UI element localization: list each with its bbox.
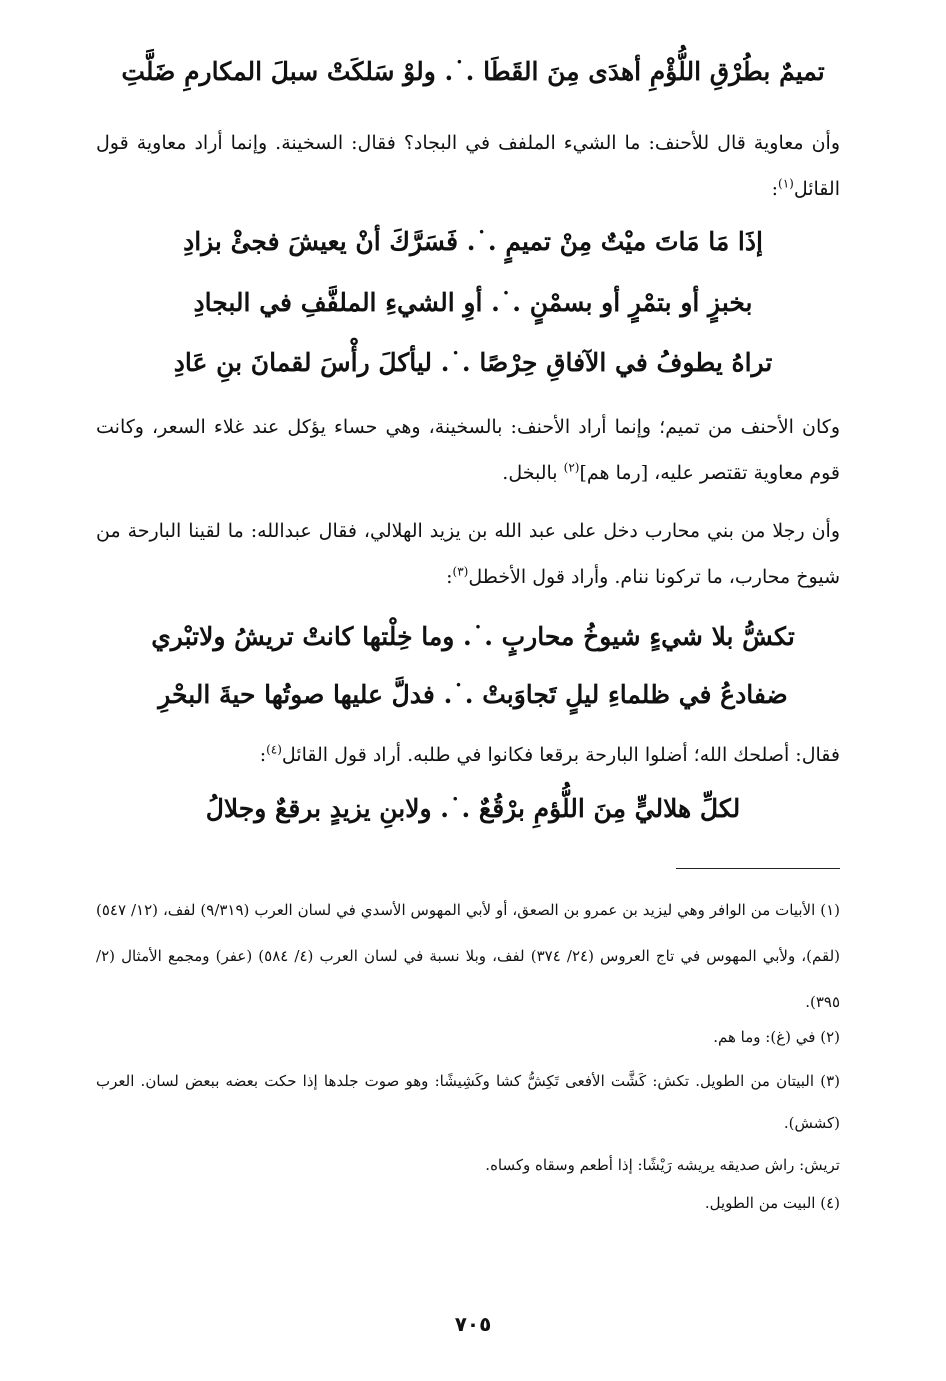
paragraph [96, 120, 840, 212]
paragraph [96, 404, 840, 496]
footnote-ref: (٤) [266, 742, 282, 757]
paragraph-text: : [259, 744, 267, 766]
paragraph-text: بالبخل. [502, 462, 564, 484]
footnote: (١) الأبيات من الوافر وهي ليزيد بن عمرو بن الصعق، أو لأبي المهوس الأسدي في لسان العرب (٩/٣١٩) لفف، (١٢/ ٥٤٧) (لقم)، ولأبي المهوس في تاج العروس (٢٤/ ٣٧٤) لفف، وبلا نسبة في لسان العرب (٤/ ٥٨٤) (عفر) ومجمع الأمثال (٢/ ٣٩٥). [96, 901, 840, 1011]
paragraph-text: : [446, 566, 453, 588]
verse-line: تكشُّ بلا شيءٍ شيوخُ محاربٍ .˙. وما خِلْتها كانتْ تريشُ ولاتبْري [151, 622, 795, 651]
footnote: (٢) في (غ): وما هم. [713, 1028, 840, 1046]
footnote: (٣) البيتان من الطويل. تكش: كَشَّت الأفعى تَكِشُّ كشا وكَشِيشًا: وهو صوت جلدها إذا حكت بعضه ببعض لسان. العرب (كشش). [96, 1072, 840, 1132]
footnote-ref: (٣) [452, 564, 469, 579]
verse-line: بخبزٍ أو بتمْرٍ أو بسمْنٍ .˙. أوِ الشيءِ الملفَّفِ في البجادِ [193, 288, 753, 317]
paragraph [96, 732, 840, 778]
verse-line: لكلِّ هلاليٍّ مِنَ اللُّؤمِ برْقُعٌ .˙. ولابنِ يزيدٍ برقعٌ وجلالُ [205, 794, 741, 823]
paragraph-text: وكان الأحنف من تميم؛ وإنما أراد الأحنف: بالسخينة، وهي حساء يؤكل عند غلاء السعر، وكانت قوم معاوية تقتصر عليه، [رما هم] [96, 416, 840, 484]
verse-line: تراهُ يطوفُ في الآفاقِ حِرْصًا .˙. ليأكلَ رأْسَ لقمانَ بنِ عَادِ [173, 348, 773, 377]
paragraph-text: وأن رجلا من بني محارب دخل على عبد الله بن يزيد الهلالي، فقال عبدالله: ما لقينا البارحة من شيوخ محارب، ما تركونا ننام. وأراد قول الأخطل [96, 520, 840, 588]
page-number: ٧٠٥ [454, 1312, 492, 1336]
footnote: تريش: راش صديقه يريشه رَيْشًا: إذا أطعم وسقاه وكساه. [485, 1156, 840, 1174]
verse-line: تميمٌ بطُرْقِ اللُّؤْمِ أهدَى مِنَ القَطَا .˙. ولوْ سَلكَتْ سبلَ المكارمِ ضَلَّتِ [121, 57, 825, 86]
verse-line: إذَا مَا مَاتَ ميْتٌ مِنْ تميمٍ .˙. فَسَرَّكَ أنْ يعيشَ فجئْ بزادِ [183, 227, 763, 256]
footnote-separator [676, 868, 840, 869]
footnote-ref: (١) [778, 176, 794, 191]
footnote-ref: (٢) [563, 460, 580, 475]
paragraph-text: : [771, 178, 779, 200]
paragraph [96, 508, 840, 600]
paragraph-text: وأن معاوية قال للأحنف: ما الشيء الملفف في البجاد؟ فقال: السخينة. وإنما أراد معاوية قول القائل [96, 132, 840, 200]
paragraph-text: فقال: أصلحك الله؛ أضلوا البارحة برقعا فكانوا في طلبه. أراد قول القائل [281, 744, 840, 766]
footnote: (٤) البيت من الطويل. [704, 1194, 840, 1212]
verse-line: ضفادعُ في ظلماءِ ليلٍ تَجاوَبتْ .˙. فدلَّ عليها صوتُها حيةَ البحْرِ [158, 680, 788, 709]
